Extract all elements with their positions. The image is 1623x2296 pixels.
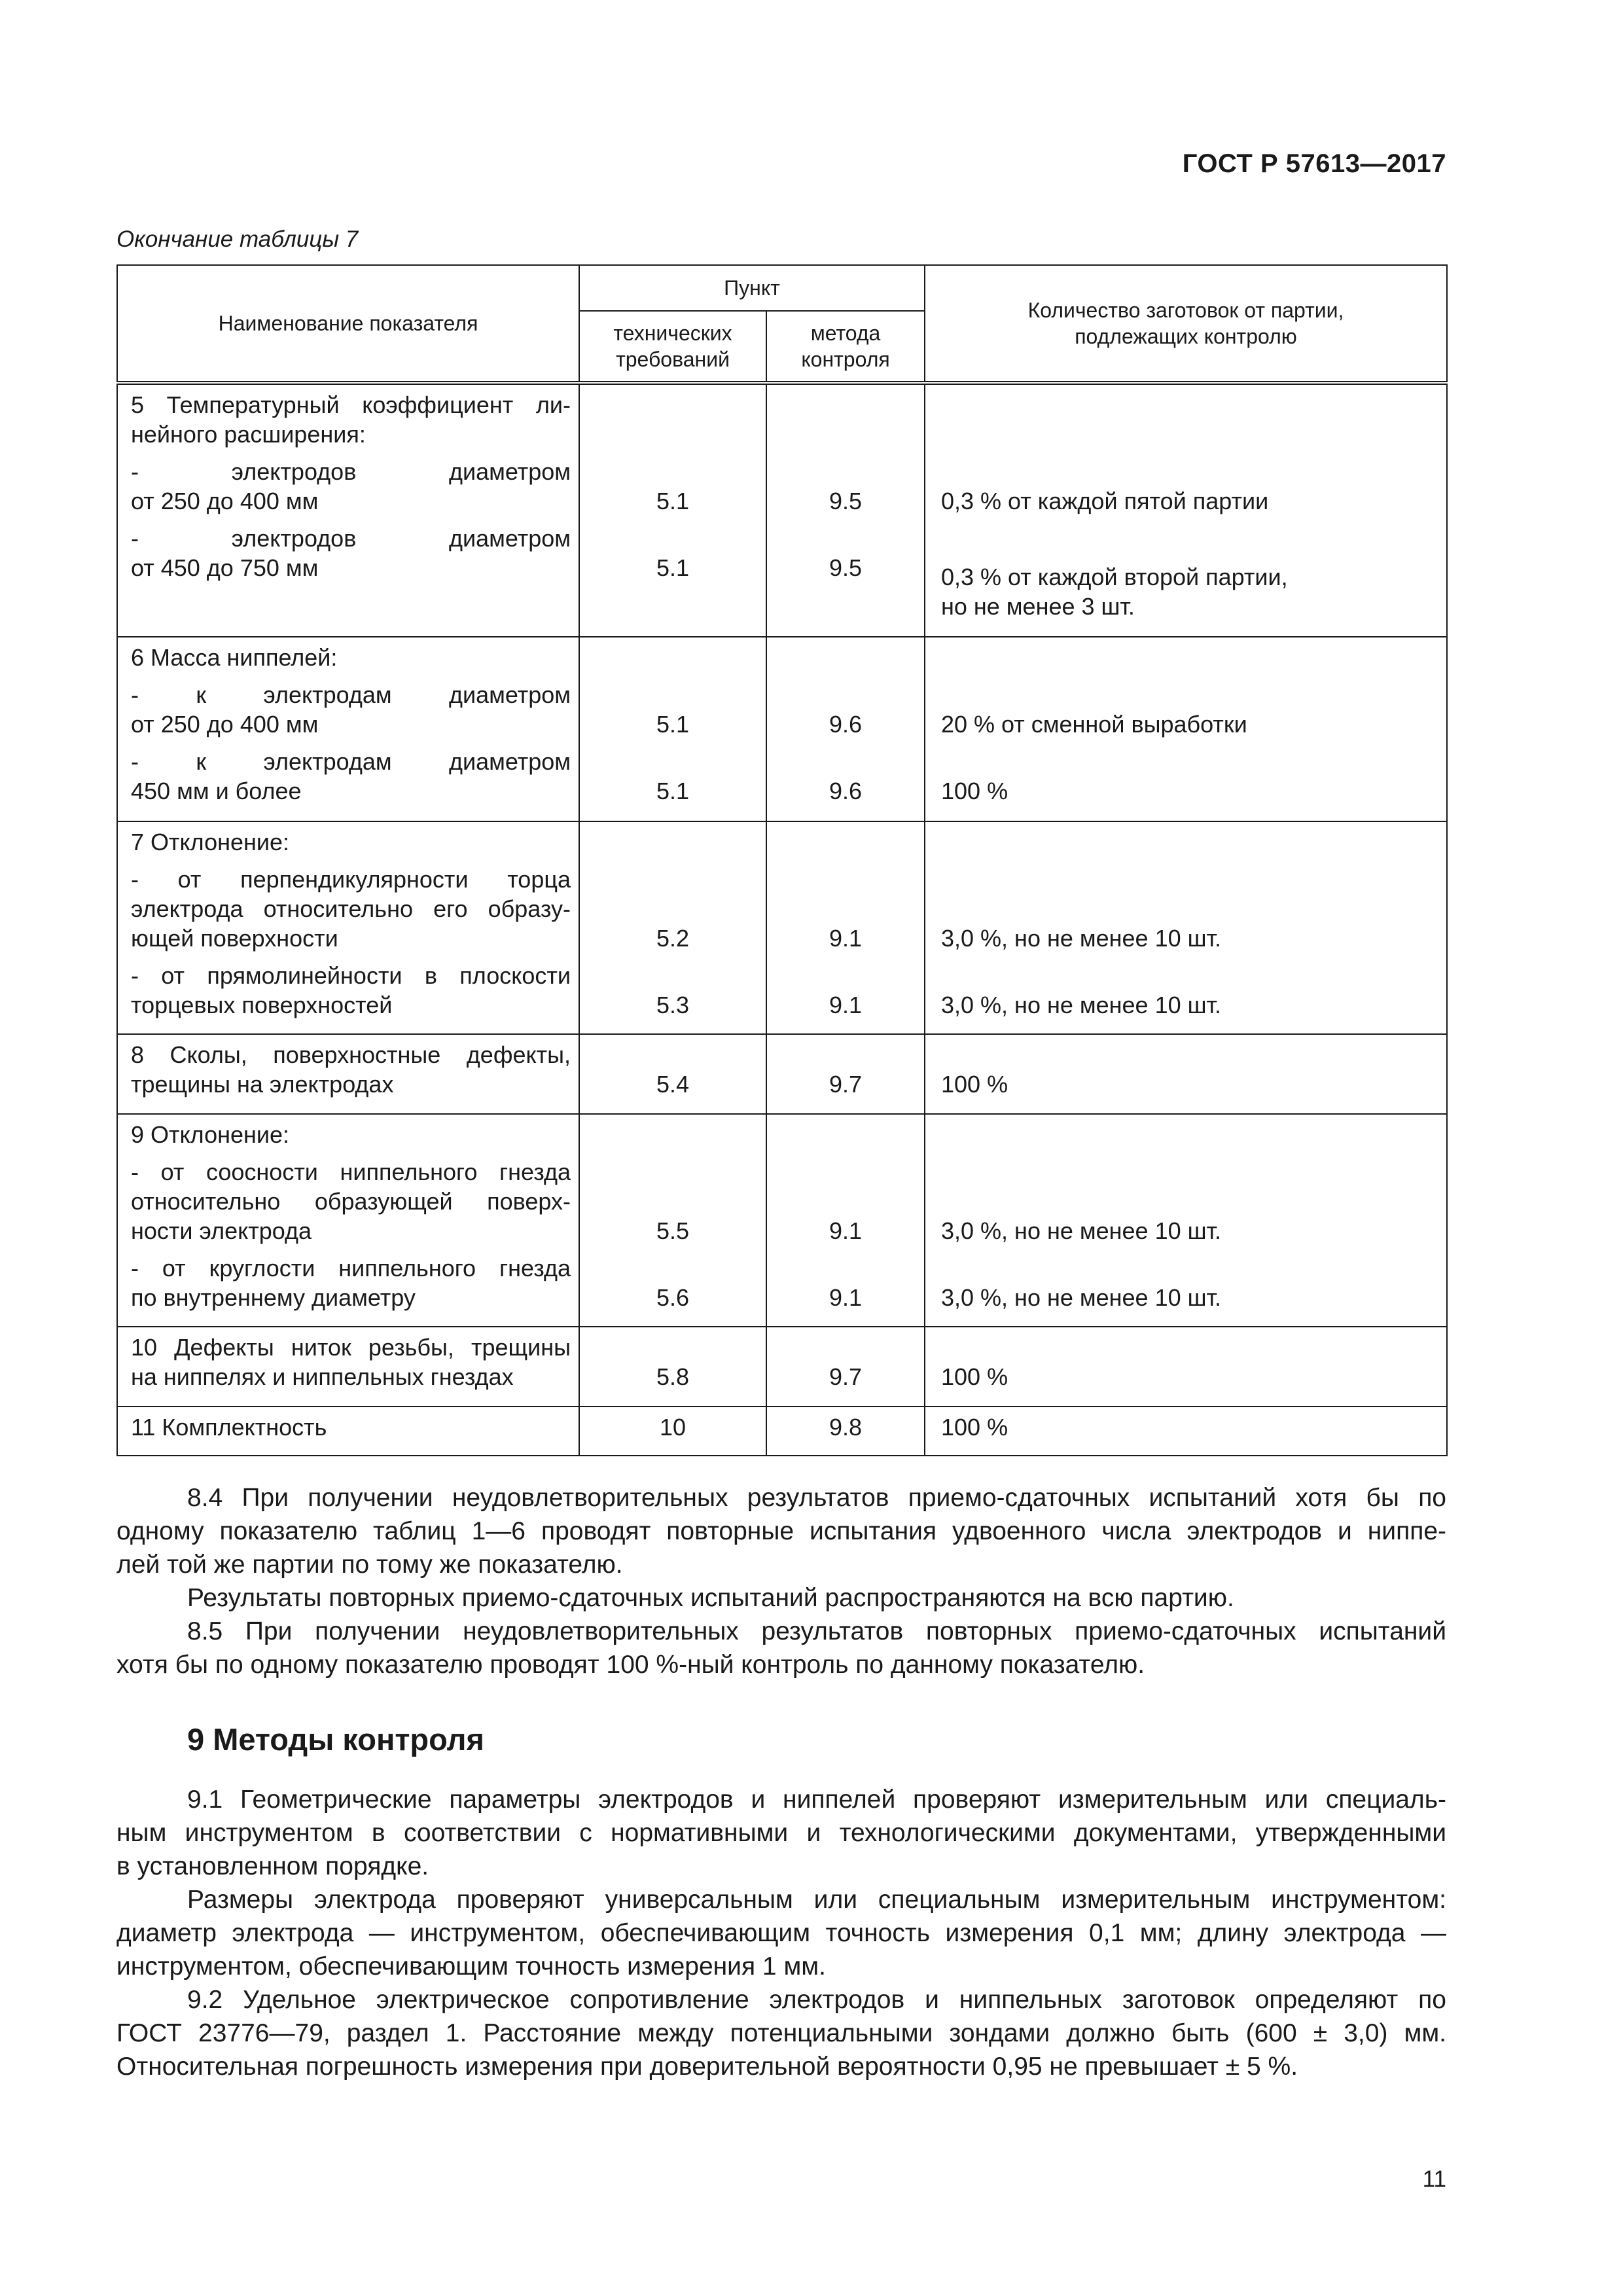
paragraph-line: хотя бы по одному показателю проводят 100 %-ный контроль по данному показателю. xyxy=(116,1651,1145,1679)
paragraph-line: одному показателю таблиц 1—6 проводят повторные испытания удвоенного числа электродов и ниппе- xyxy=(116,1517,1446,1545)
method-value: 9.1 xyxy=(829,1284,863,1311)
qty-value: 3,0 %, но не менее 10 шт. xyxy=(941,1217,1221,1244)
indicator-line: ности электрода xyxy=(131,1217,312,1244)
table-row xyxy=(117,1407,1447,1456)
cell-tech xyxy=(579,637,766,821)
document-code: ГОСТ Р 57613—2017 xyxy=(1182,149,1446,178)
tech-value: 5.5 xyxy=(656,1217,690,1244)
table-row xyxy=(117,637,1447,821)
indicator-title-line: 5 Температурный коэффициент ли- xyxy=(131,391,571,418)
cell-qty xyxy=(925,1407,1447,1456)
cell-method xyxy=(766,637,925,821)
indicator-line: - от прямолинейности в плоскости xyxy=(131,962,571,989)
indicator-line: торцевых поверхностей xyxy=(131,992,393,1018)
cell-indicator xyxy=(117,1407,579,1456)
indicator-title-line: 7 Отклонение: xyxy=(131,829,290,855)
method-value: 9.1 xyxy=(829,992,863,1018)
table-caption: Окончание таблицы 7 xyxy=(116,226,359,252)
qty-value: 100 % xyxy=(941,778,1008,804)
header-punkt: Пункт xyxy=(579,265,925,311)
indicator-line: - электродов диаметром xyxy=(131,525,571,552)
indicator-line: - от круглости ниппельного гнезда xyxy=(131,1255,571,1282)
cell-qty xyxy=(925,821,1447,1034)
cell-indicator xyxy=(117,637,579,821)
method-value: 9.5 xyxy=(829,554,863,581)
qty-value: 0,3 % от каждой второй партии, xyxy=(941,564,1288,590)
paragraphs-after xyxy=(116,1783,1446,2083)
header-tech xyxy=(579,311,766,383)
paragraph-line: диаметр электрода — инструментом, обеспечивающим точность измерения 0,1 мм; длину электрода — xyxy=(116,1919,1446,1947)
paragraph-line: 8.5 При получении неудовлетворительных результатов повторных приемо-сдаточных испытаний xyxy=(187,1617,1446,1645)
cell-qty xyxy=(925,1327,1447,1407)
header-method-line: метода xyxy=(810,321,881,345)
indicator-line: на ниппелях и ниппельных гнездах xyxy=(131,1363,514,1390)
cell-method xyxy=(766,383,925,637)
header-qty xyxy=(925,265,1447,383)
tech-value: 5.1 xyxy=(656,778,690,804)
table-row xyxy=(117,821,1447,1034)
table-row xyxy=(117,1114,1447,1327)
cell-method xyxy=(766,1327,925,1407)
paragraph-line: ГОСТ 23776—79, раздел 1. Расстояние между потенциальными зондами должно быть (600 ± 3,0) мм. xyxy=(116,2019,1446,2047)
cell-qty xyxy=(925,1114,1447,1327)
cell-method xyxy=(766,1407,925,1456)
indicator-line: ющей поверхности xyxy=(131,925,338,952)
tech-value: 10 xyxy=(659,1414,687,1441)
paragraph-line: Относительная погрешность измерения при доверительной вероятности 0,95 не превышает ± 5 %. xyxy=(116,2053,1298,2081)
qty-value: 100 % xyxy=(941,1363,1008,1390)
table-row xyxy=(117,1034,1447,1114)
indicator-line: 8 Сколы, поверхностные дефекты, xyxy=(131,1041,571,1068)
cell-indicator xyxy=(117,383,579,637)
cell-indicator xyxy=(117,1034,579,1114)
tech-value: 5.4 xyxy=(656,1071,690,1098)
indicator-line: - к электродам диаметром xyxy=(131,748,571,775)
indicator-line: от 250 до 400 мм xyxy=(131,711,319,738)
cell-indicator xyxy=(117,1327,579,1407)
paragraph-line: 8.4 При получении неудовлетворительных результатов приемо-сдаточных испытаний хотя бы по xyxy=(187,1484,1446,1512)
cell-indicator xyxy=(117,821,579,1034)
indicator-line: 10 Дефекты ниток резьбы, трещины xyxy=(131,1334,571,1361)
paragraph-line: лей той же партии по тому же показателю. xyxy=(116,1551,623,1579)
indicator-line: от 250 до 400 мм xyxy=(131,488,319,514)
qty-value: 3,0 %, но не менее 10 шт. xyxy=(941,992,1221,1018)
cell-tech xyxy=(579,821,766,1034)
cell-qty xyxy=(925,383,1447,637)
header-method xyxy=(766,311,925,383)
cell-method xyxy=(766,821,925,1034)
header-method-line: контроля xyxy=(801,348,890,371)
cell-qty xyxy=(925,1034,1447,1114)
tech-value: 5.3 xyxy=(656,992,690,1018)
tech-value: 5.1 xyxy=(656,554,690,581)
cell-tech xyxy=(579,383,766,637)
header-qty-line: Количество заготовок от партии, xyxy=(1027,298,1344,322)
qty-value: но не менее 3 шт. xyxy=(941,593,1135,620)
indicator-line: трещины на электродах xyxy=(131,1071,394,1098)
tech-value: 5.6 xyxy=(656,1284,690,1311)
tech-value: 5.8 xyxy=(656,1363,690,1390)
indicator-line: - от соосности ниппельного гнезда xyxy=(131,1158,571,1185)
qty-value: 20 % от сменной выработки xyxy=(941,711,1247,738)
qty-value: 100 % xyxy=(941,1071,1008,1098)
indicator-line: по внутреннему диаметру xyxy=(131,1284,416,1311)
header-tech-line: технических xyxy=(613,321,732,345)
indicator-line: от 450 до 750 мм xyxy=(131,554,319,581)
qty-value: 0,3 % от каждой пятой партии xyxy=(941,488,1269,514)
indicator-title-line: 6 Масса ниппелей: xyxy=(131,644,338,671)
indicator-line: 11 Комплектность xyxy=(131,1414,327,1441)
cell-indicator xyxy=(117,1114,579,1327)
paragraph-line: Результаты повторных приемо-сдаточных испытаний распространяются на всю партию. xyxy=(187,1584,1234,1612)
tech-value: 5.2 xyxy=(656,925,690,952)
control-table xyxy=(116,264,1448,1456)
paragraph-line: в установленном порядке. xyxy=(116,1852,429,1880)
section-title: 9 Методы контроля xyxy=(187,1722,484,1757)
method-value: 9.7 xyxy=(829,1363,863,1390)
method-value: 9.6 xyxy=(829,711,863,738)
qty-value: 100 % xyxy=(941,1414,1008,1441)
indicator-title-line: нейного расширения: xyxy=(131,421,366,448)
cell-tech xyxy=(579,1327,766,1407)
paragraph-line: Размеры электрода проверяют универсальным или специальным измерительным инструментом: xyxy=(187,1886,1446,1914)
indicator-line: 450 мм и более xyxy=(131,778,302,804)
paragraph-line: 9.1 Геометрические параметры электродов и ниппелей проверяют измерительным или специаль- xyxy=(187,1785,1446,1814)
method-value: 9.6 xyxy=(829,778,863,804)
paragraph-line: 9.2 Удельное электрическое сопротивление электродов и ниппельных заготовок определяют по xyxy=(187,1986,1446,2014)
indicator-title-line: 9 Отклонение: xyxy=(131,1121,290,1148)
cell-tech xyxy=(579,1114,766,1327)
cell-qty xyxy=(925,637,1447,821)
cell-tech xyxy=(579,1034,766,1114)
indicator-line: электрода относительно его образу- xyxy=(131,895,571,922)
indicator-line: - электродов диаметром xyxy=(131,458,571,485)
table-row xyxy=(117,383,1447,637)
tech-value: 5.1 xyxy=(656,711,690,738)
paragraph-line: инструментом, обеспечивающим точность измерения 1 мм. xyxy=(116,1952,826,1981)
method-value: 9.1 xyxy=(829,1217,863,1244)
indicator-line: - к электродам диаметром xyxy=(131,681,571,708)
cell-method xyxy=(766,1034,925,1114)
page-number: 11 xyxy=(1422,2166,1446,2192)
cell-method xyxy=(766,1114,925,1327)
tech-value: 5.1 xyxy=(656,488,690,514)
qty-value: 3,0 %, но не менее 10 шт. xyxy=(941,1284,1221,1311)
table-body xyxy=(117,383,1447,1456)
indicator-line: - от перпендикулярности торца xyxy=(131,866,571,893)
cell-tech xyxy=(579,1407,766,1456)
method-value: 9.5 xyxy=(829,488,863,514)
header-name: Наименование показателя xyxy=(117,265,579,383)
indicator-line: относительно образующей поверх- xyxy=(131,1188,571,1215)
method-value: 9.7 xyxy=(829,1071,863,1098)
table-row xyxy=(117,1327,1447,1407)
paragraphs-before xyxy=(116,1481,1446,1681)
header-qty-line: подлежащих контролю xyxy=(1075,325,1297,348)
qty-value: 3,0 %, но не менее 10 шт. xyxy=(941,925,1221,952)
method-value: 9.8 xyxy=(829,1414,863,1441)
paragraph-line: ным инструментом в соответствии с нормативными и технологическими документами, утвержденными xyxy=(116,1819,1446,1847)
header-tech-line: требований xyxy=(616,348,730,371)
method-value: 9.1 xyxy=(829,925,863,952)
